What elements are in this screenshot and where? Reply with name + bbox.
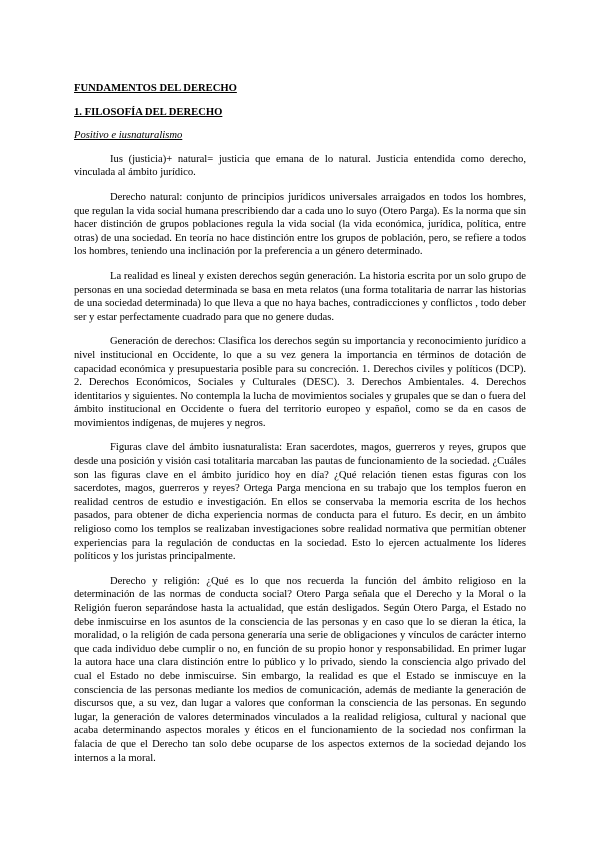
paragraph: Figuras clave del ámbito iusnaturalista: Eran sacerdotes, magos, guerreros y reyes, grupos que desde una posición y visión casi totalitaria marcaban las pautas de funcionamiento de la sociedad. ¿Cuáles son las figuras clave en el ámbito jurídico hoy en día? ¿Qué relación tienen estas figuras con los sacerdotes, magos, guerreros y reyes? Ortega Parga menciona en su trabajo que los templos fueron en realidad centros de estudio e investigación. En ellos se conservaba la memoria escrita de los hechos pasados, para obtener de dicha experiencia normas de conducta para el futuro. Es decir, en un ámbito religioso como los templos se realizaban investigaciones sobre realidad normativa que permitían obtener experiencias para la regulación de conductas en la sociedad. Esto lo ejercen actualmente los líderes políticos y los juristas principalmente. [74,442,526,563]
paragraph: Generación de derechos: Clasifica los derechos según su importancia y reconocimiento jurídico a nivel institucional en Occidente, lo que a su vez genera la importancia en términos de dotación de capacidad económica y presupuestaria posible para su concreción. 1. Derechos civiles y políticos (DCP). 2. Derechos Económicos, Sociales y Culturales (DESC). 3. Derechos Ambientales. 4. Derechos identitarios y siguientes. No contempla la lucha de movimientos sociales y grupales que se dan o fuera del ámbito institucional en Occidente o fuera del territorio europeo y español, como se da en casos de movimientos indígenas, de mujeres y negros. [74,336,526,429]
document-title: FUNDAMENTOS DEL DERECHO [74,83,237,94]
paragraph: La realidad es lineal y existen derechos según generación. La historia escrita por un solo grupo de personas en una sociedad determinada se basa en meta relatos (una forma totalitaria de narrar las historias de una sociedad determinada) lo que lleva a que no haya baches, contradicciones y conflictos , todo deber ser y estar perfectamente cuadrado para que no genere dudas. [74,270,526,323]
paragraph: Derecho y religión: ¿Qué es lo que nos recuerda la función del ámbito religioso en la determinación de las normas de conducta social? Otero Parga señala que el Derecho y la Moral o la Religión fueron separándose hasta la actualidad, que están desligados. Según Otero Parga, el Estado no debe inmiscuirse en los asuntos de la consciencia de las personas y en caso que lo se dieran la ética, la moralidad, o la religión de cada persona generaría una serie de obligaciones y vínculos de carácter interno que cada individuo debe cumplir o no, en función de su propio honor y responsabilidad. En primer lugar la autora hace una clara distinción entre lo público y lo privado, siendo la consciencia algo privado del cual el Estado no debe inmiscuirse. Sin embargo, la realidad es que el Estado se inmiscuye en la consciencia de las personas mediante los medios de comunicación, además de mediante la generación de discursos que, a su vez, dan lugar a valores que conforman la consciencia de las personas. En segundo lugar, la generación de valores determinados vinculados a la realidad religiosa, cultural y nacional que acaba determinando aspectos morales y éticos en el funcionamiento de la sociedad nos confirman la falacia de que el Derecho tan solo debe ocuparse de los aspectos externos de la sociedad dejando los internos a la moral. [74,575,526,764]
subsection-heading: Positivo e iusnaturalismo [74,130,183,142]
paragraph: Derecho natural: conjunto de principios jurídicos universales arraigados en todos los hombres, que regulan la vida social humana prescribiendo dar a cada uno lo suyo (Otero Parga). Es la norma que sin hacer distinción de grupos poblaciones regula la vida social (la vida económica, jurídica, política, entre otras) de una sociedad. En teoría no hace distinción entre los grupos de población, pero, se refiere a todos los hombres, teniendo una inclinación por la preferencia a un género determinado. [74,191,526,258]
document-body [74,82,526,765]
section-heading: 1. FILOSOFÍA DEL DERECHO [74,106,223,118]
paragraph: Ius (justicia)+ natural= justicia que emana de lo natural. Justicia entendida como derecho, vinculada al ámbito jurídico. [74,153,526,179]
